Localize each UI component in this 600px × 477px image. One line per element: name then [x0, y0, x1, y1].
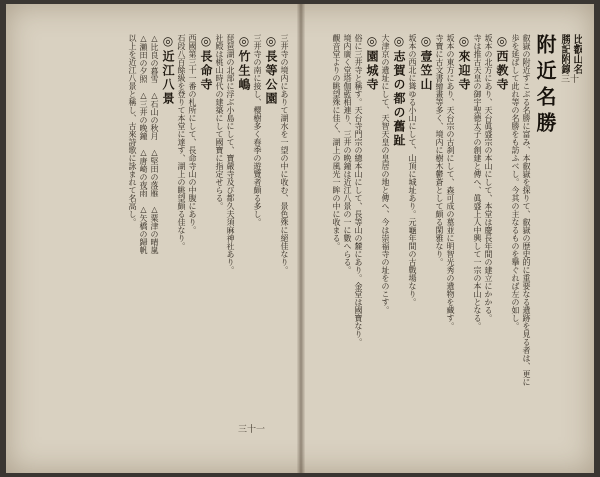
text-column: 坂本の東方にあり、天台宗の古刹にして、森可成の墓並に明智光秀の遺物を藏す。	[446, 34, 455, 330]
page-title: 附近名勝	[533, 34, 557, 138]
text-column: 坂本の西北に聳ゆる小山にして、山頂に城址あり。元龜年間の古戰場なり。	[408, 34, 417, 306]
section-heading: ◎西教寺	[495, 34, 509, 92]
section-heading: ◎長命寺	[199, 34, 213, 92]
right-page	[316, 34, 582, 444]
section-heading: ◎竹生嶋	[237, 34, 251, 92]
text-column: 琵琶湖の北部に浮ぶ小島にして、寶嚴寺及び都久夫須麻神社あり。	[226, 34, 235, 274]
section-heading: ◎志賀の都の舊趾	[392, 34, 406, 148]
text-column: △瀨田の夕照 △三井の晚鐘 △唐崎の夜雨 △矢橋の歸帆	[139, 34, 148, 254]
section-heading: ◎園城寺	[365, 34, 379, 92]
text-column: △比良の暮雪 △石山の秋月 △堅田の落雁 △粟津の晴嵐	[150, 34, 159, 254]
book-spread	[6, 4, 594, 473]
left-page	[24, 34, 290, 444]
book-gutter	[297, 4, 305, 473]
title-small-1: 比叡山名	[571, 34, 582, 74]
text-column: 三井寺の境内にありて湖水を一望の中に收む、景色殊に絕佳なり。	[280, 34, 289, 274]
text-column: 叡嶽の附近すこぶる名勝に富み、本叡嶽を探りて、叡嶽の歴史的に重要なる遺跡を見る者は、更に	[522, 34, 531, 386]
text-column: 西國第三十一番の札所にして、長命寺山の中腹にあり。	[188, 34, 197, 234]
text-column: 社殿は桃山時代の建築にして國寶に指定せらる。	[215, 34, 224, 210]
text-column: 坂本の北方にあり、天台眞盛宗の本山にして、本堂は慶長年間の建立にかかる。	[484, 34, 493, 322]
text-column: 觀音堂よりの眺望殊に佳く、湖上の風光一眸の中に收まる。	[332, 34, 341, 250]
section-heading: ◎來迎寺	[457, 34, 471, 92]
text-column: 大津京の遺址にして、天智天皇の皇居の地と傳へ、今は崇福寺の址をのこす。	[381, 34, 390, 314]
text-column: 寺は推古天皇の御宇聖德太子の創建と傳へ、眞盛上人中興して一宗の本山となる。	[473, 34, 482, 330]
text-column: 石段八百餘級を登りて本堂に達す、湖上の眺望頗る佳なり。	[177, 34, 186, 250]
text-column: 俗に三井寺と稱す。天台寺門宗の總本山にして、長等山の麓にあり。金堂は國寶なり。	[354, 34, 363, 346]
text-column: 寺寶に古文書繪畫等多く、境内に樹木鬱蒼として頗る閑雅なり。	[435, 34, 444, 266]
page-number-right: 三十	[561, 75, 580, 85]
section-heading: ◎長等公園	[264, 34, 278, 106]
text-column: 歩を延ばして此れ等の名勝をも訪ふべし。今其の主なるものを擧ぐれば左の如し。	[511, 34, 520, 330]
text-column: 境内廣く堂塔伽藍相連り、三井の晩鐘は近江八景の一に數へらる。	[343, 34, 352, 274]
text-column: 以上を近江八景と稱し、古來詩歌に詠まれて名高し。	[128, 34, 137, 226]
section-heading: ◎近江八景	[161, 34, 175, 106]
text-column: 三井寺の南に接し、櫻樹多く春季の遊覽者頗る多し。	[253, 34, 262, 226]
section-heading: ◎壹笠山	[419, 34, 433, 92]
page-number-left: 三十一	[238, 425, 266, 435]
title-small-2: 勝記附錄	[559, 34, 570, 74]
